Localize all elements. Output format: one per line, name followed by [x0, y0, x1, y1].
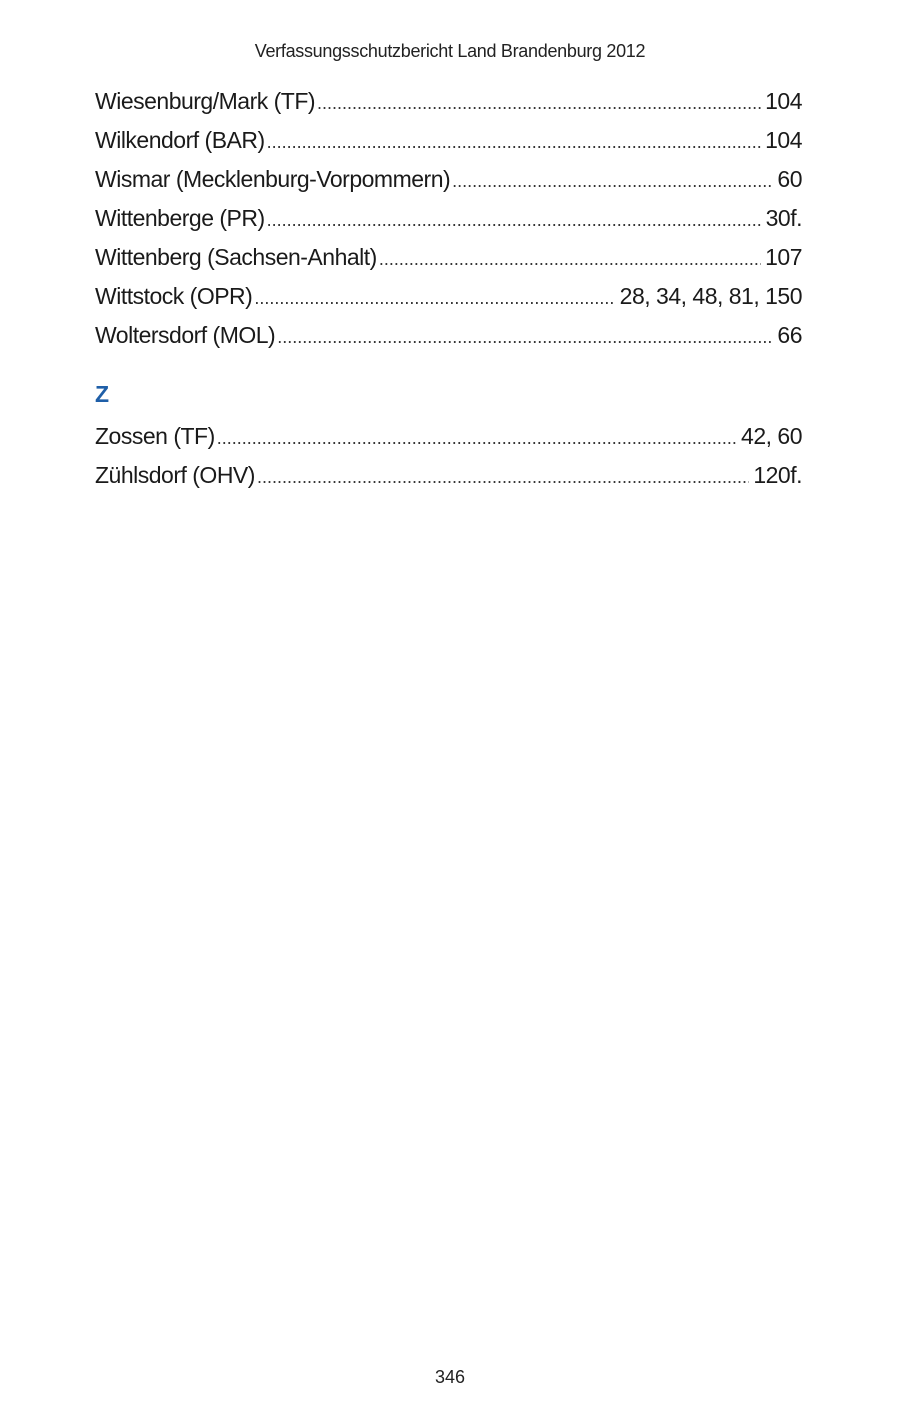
index-entry-pages: 120f. [753, 462, 802, 488]
index-entry [95, 423, 802, 462]
index-entry [95, 88, 802, 127]
index-entry-pages: 104 [765, 127, 802, 153]
dot-leader [254, 288, 615, 309]
dot-leader [452, 171, 773, 192]
dot-leader [317, 93, 761, 114]
index-entry-pages: 60 [777, 166, 802, 192]
index-list-w [95, 88, 802, 361]
index-entry-name: Woltersdorf (MOL) [95, 322, 276, 348]
section-letter-z: Z [95, 381, 110, 407]
index-entry-name: Wittenberge (PR) [95, 205, 265, 231]
index-entry-name: Wiesenburg/Mark (TF) [95, 88, 316, 114]
index-entry-pages: 66 [777, 322, 802, 348]
index-entry-pages: 107 [765, 244, 802, 270]
index-entry [95, 127, 802, 166]
index-entry-name: Wilkendorf (BAR) [95, 127, 265, 153]
dot-leader [379, 249, 761, 270]
index-entry [95, 462, 802, 501]
index-entry [95, 166, 802, 205]
index-entry-pages: 28, 34, 48, 81, 150 [619, 283, 802, 309]
index-list-z [95, 423, 802, 501]
page-number: 346 [434, 1367, 466, 1387]
index-entry-name: Wittenberg (Sachsen-Anhalt) [95, 244, 377, 270]
dot-leader [257, 467, 749, 488]
index-entry [95, 322, 802, 361]
index-entry-name: Wismar (Mecklenburg-Vorpommern) [95, 166, 451, 192]
index-entry-name: Zühlsdorf (OHV) [95, 462, 255, 488]
dot-leader [267, 132, 761, 153]
running-header: Verfassungsschutzbericht Land Brandenburg 2012 [254, 41, 646, 61]
index-entry-pages: 104 [765, 88, 802, 114]
index-entry-pages: 42, 60 [741, 423, 802, 449]
index-entry-name: Zossen (TF) [95, 423, 215, 449]
index-entry-pages: 30f. [765, 205, 802, 231]
dot-leader [217, 428, 737, 449]
index-entry [95, 244, 802, 283]
dot-leader [267, 210, 762, 231]
index-entry-name: Wittstock (OPR) [95, 283, 253, 309]
dot-leader [277, 327, 773, 348]
index-entry [95, 283, 802, 322]
index-entry [95, 205, 802, 244]
